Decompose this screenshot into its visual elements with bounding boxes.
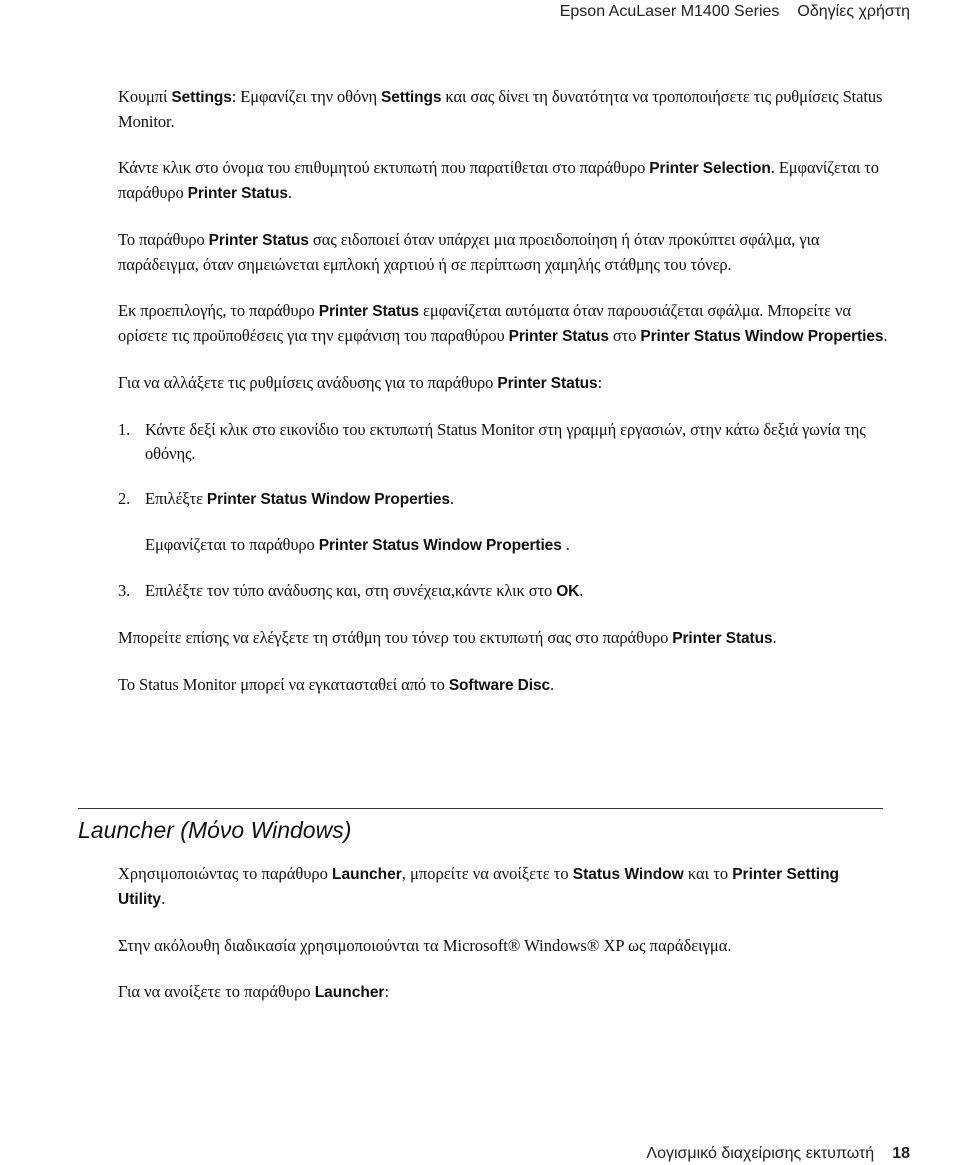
paragraph-open-launcher: Για να ανοίξετε το παράθυρο Launcher:: [118, 982, 390, 1001]
step-number: 1.: [118, 420, 131, 439]
step-number: 2.: [118, 489, 131, 508]
header-product: Epson AcuLaser M1400 Series: [559, 3, 780, 20]
step-1: [118, 418, 890, 466]
launcher-section-body: [118, 862, 890, 1005]
page-footer: [646, 1145, 910, 1163]
page-header: [560, 0, 910, 24]
paragraph-toner-level: Μπορείτε επίσης να ελέγξετε τη στάθμη του τόνερ του εκτυπωτή σας στο παράθυρο Printer Status.: [118, 628, 777, 647]
paragraph-settings-button: Κουμπί Settings: Εμφανίζει την οθόνη Settings και σας δίνει τη δυνατότητα να τροποποιήσετε τις ρυθμίσεις Status Monitor.: [118, 87, 883, 131]
step-text: Επιλέξτε Printer Status Window Properties.: [145, 489, 454, 508]
paragraph-default-behavior: Εκ προεπιλογής, το παράθυρο Printer Status εμφανίζεται αυτόματα όταν παρουσιάζεται σφάλμα. Μπορείτε να ορίσετε τις προϋποθέσεις για την εμφάνιση του παραθύρου Printer Status στο Printer Status Window Properties.: [118, 301, 888, 345]
paragraph-launcher-intro: Χρησιμοποιώντας το παράθυρο Launcher, μπορείτε να ανοίξετε το Status Window και το Printer Setting Utility.: [118, 864, 840, 908]
paragraph-printer-selection: Κάντε κλικ στο όνομα του επιθυμητού εκτυπωτή που παρατίθεται στο παράθυρο Printer Selection. Εμφανίζεται το παράθυρο Printer Status.: [118, 158, 879, 202]
launcher-section-header: [78, 808, 883, 845]
page-number: 18: [892, 1145, 910, 1162]
step-3: [118, 579, 890, 604]
step-2-note: Εμφανίζεται το παράθυρο Printer Status Window Properties .: [145, 535, 570, 554]
paragraph-install-source: Το Status Monitor μπορεί να εγκατασταθεί από το Software Disc.: [118, 675, 555, 694]
header-guide-title: Οδηγίες χρήστη: [797, 3, 910, 20]
section-title: Launcher (Μόνο Windows): [78, 817, 352, 843]
paragraph-change-popup: Για να αλλάξετε τις ρυθμίσεις ανάδυσης για το παράθυρο Printer Status:: [118, 373, 603, 392]
step-text: Επιλέξτε τον τύπο ανάδυσης και, στη συνέχεια,κάντε κλικ στο OK.: [145, 581, 584, 600]
footer-chapter: Λογισμικό διαχείρισης εκτυπωτή: [646, 1145, 875, 1162]
step-2: [118, 487, 890, 512]
main-content: [118, 85, 890, 698]
paragraph-printer-status-notice: Το παράθυρο Printer Status σας ειδοποιεί όταν υπάρχει μια προειδοποίηση ή όταν προκύπτει σφάλμα, για παράδειγμα, όταν σημειώνεται εμπλοκή χαρτιού ή σε περίπτωση χαμηλής στάθμης του τόνερ.: [118, 230, 820, 274]
step-number: 3.: [118, 581, 131, 600]
step-text: Κάντε δεξί κλικ στο εικονίδιο του εκτυπωτή Status Monitor στη γραμμή εργασιών, στην κάτω δεξιά γωνία της οθόνης.: [145, 420, 866, 463]
paragraph-example-os: Στην ακόλουθη διαδικασία χρησιμοποιούνται τα Microsoft® Windows® XP ως παράδειγμα.: [118, 936, 732, 955]
